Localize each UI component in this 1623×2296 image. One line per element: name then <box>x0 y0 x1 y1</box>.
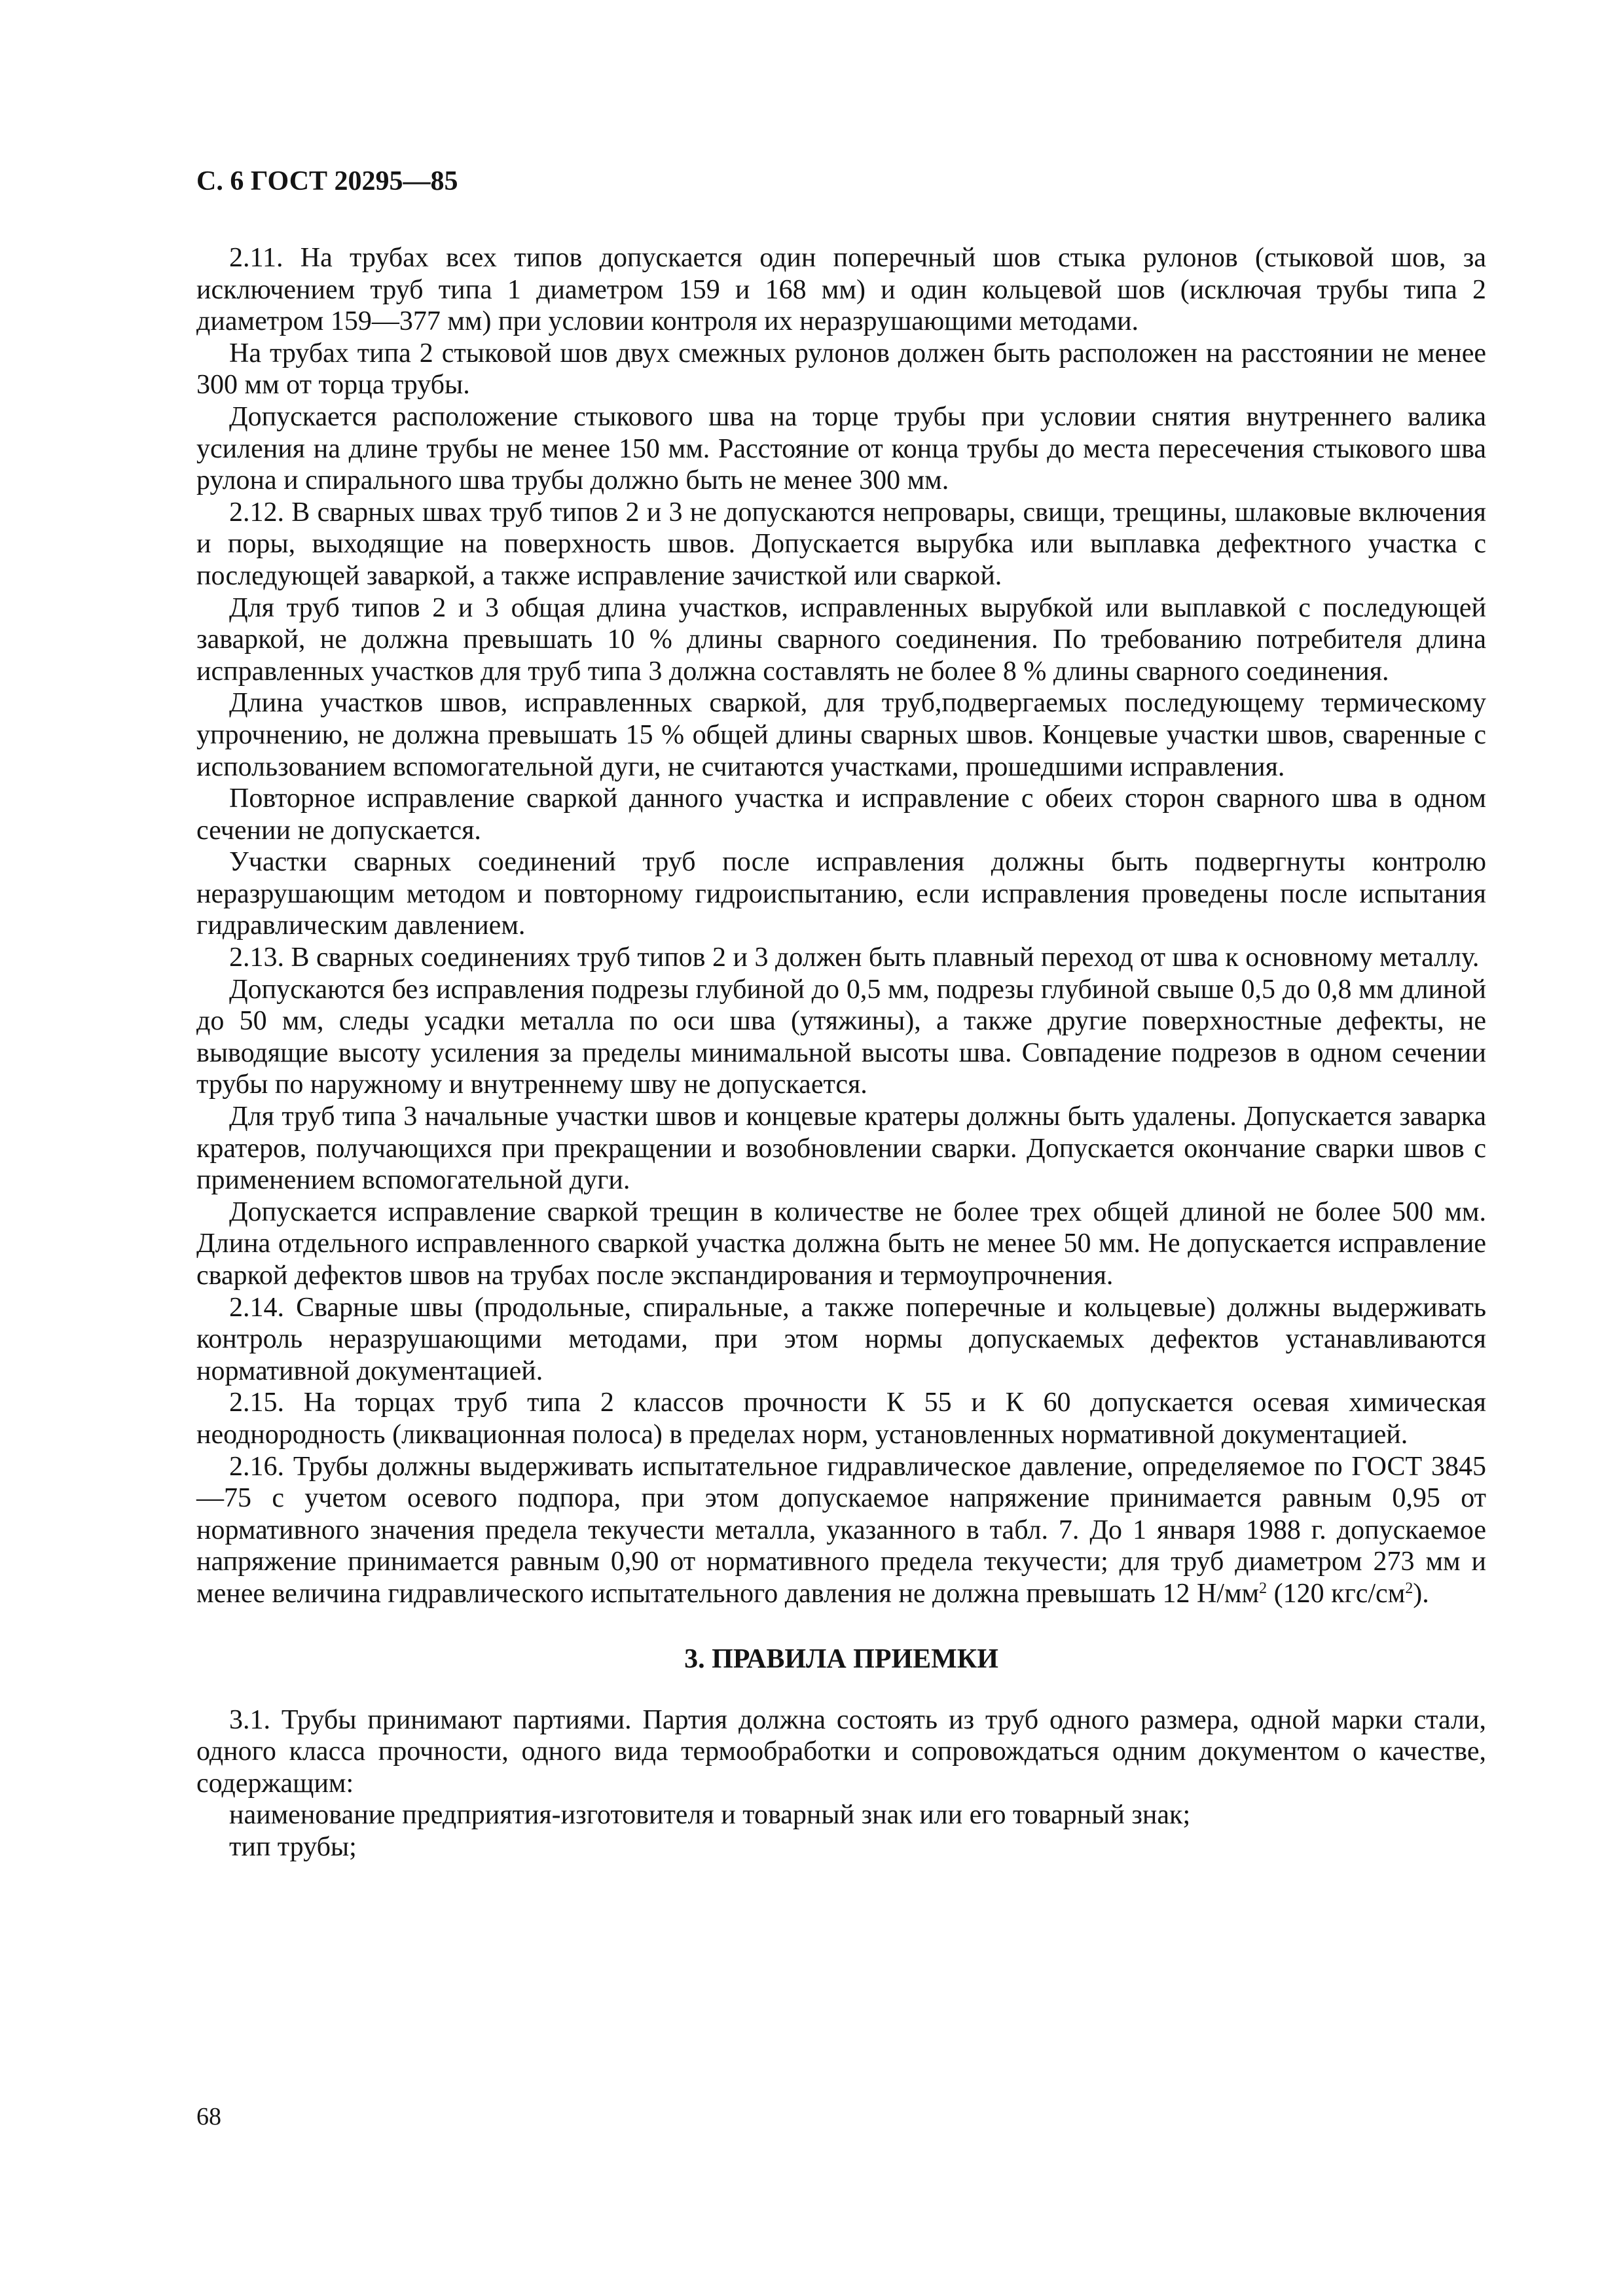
paragraph: Участки сварных соединений труб после исправления должны быть подвергнуты контролю неразрушающим методом и повторному гидроиспытанию, если исправления проведены после испытания гидравлическим давлением. <box>196 847 1486 941</box>
page-body <box>196 242 1486 1863</box>
paragraph: Для труб типа 3 начальные участки швов и концевые кратеры должны быть удалены. Допускается заварка кратеров, получающихся при прекращении и возобновлении сварки. Допускается окончание сварки швов с применением вспомогательной дуги. <box>196 1102 1486 1196</box>
paragraph: Допускается расположение стыкового шва на торце трубы при условии снятия внутреннего валика усиления на длине трубы не менее 150 мм. Расстояние от конца трубы до места пересечения стыкового шва рулона и спирального шва трубы должно быть не менее 300 мм. <box>196 401 1486 496</box>
paragraph: Повторное исправление сваркой данного участка и исправление с обеих сторон сварного шва в одном сечении не допускается. <box>196 783 1486 846</box>
paragraph-2-14: 2.14. Сварные швы (продольные, спиральные, а также поперечные и кольцевые) должны выдерживать контроль неразрушающими методами, при этом нормы допускаемых дефектов устанавливаются нормативной документацией. <box>196 1292 1486 1386</box>
list-item: тип трубы; <box>229 1831 357 1862</box>
list-item: наименование предприятия-изготовителя и товарный знак или его товарный знак; <box>229 1800 1191 1831</box>
paragraph-2-12: 2.12. В сварных швах труб типов 2 и 3 не допускаются непровары, свищи, трещины, шлаковые включения и поры, выходящие на поверхность швов. Допускается вырубка или выплавка дефектного участка с последующей заваркой, а также исправление зачисткой или сваркой. <box>196 497 1486 591</box>
superscript: 2 <box>1405 1579 1413 1597</box>
paragraph: На трубах типа 2 стыковой шов двух смежных рулонов должен быть расположен на расстоянии не менее 300 мм от торца трубы. <box>196 338 1486 401</box>
paragraph: Допускаются без исправления подрезы глубиной до 0,5 мм, подрезы глубиной свыше 0,5 до 0,8 мм длиной до 50 мм, следы усадки металла по оси шва (утяжины), а также другие поверхностные дефекты, не выводящие высоту усиления за пределы минимальной высоты шва. Совпадение подрезов в одном сечении трубы по наружному и внутреннему шву не допускается. <box>196 974 1486 1100</box>
paragraph: Длина участков швов, исправленных сваркой, для труб,подвергаемых последующему термическому упрочнению, не должна превышать 15 % общей длины сварных швов. Концевые участки швов, сваренные с использованием вспомогательной дуги, не считаются участками, прошедшими исправления. <box>196 688 1486 782</box>
paragraph-text: ). <box>1413 1578 1429 1609</box>
page-number: 68 <box>196 2103 221 2130</box>
paragraph-2-13: 2.13. В сварных соединениях труб типов 2 и 3 должен быть плавный переход от шва к основному металлу. <box>229 942 1480 973</box>
paragraph-3-1: 3.1. Трубы принимают партиями. Партия должна состоять из труб одного размера, одной марки стали, одного класса прочности, одного вида термообработки и сопровождаться одним документом о качестве, содержащим: <box>196 1704 1486 1799</box>
paragraph-text: (120 кгс/см <box>1267 1578 1406 1609</box>
paragraph-2-11: 2.11. На трубах всех типов допускается один поперечный шов стыка рулонов (стыковой шов, за исключением труб типа 1 диаметром 159 и 168 мм) и один кольцевой шов (исключая трубы типа 2 диаметром 159—377 мм) при условии контроля их неразрушающими методами. <box>196 243 1486 337</box>
superscript: 2 <box>1259 1579 1267 1597</box>
paragraph-2-16 <box>196 1451 1486 1610</box>
paragraph: Для труб типов 2 и 3 общая длина участков, исправленных вырубкой или выплавкой с последующей заваркой, не должна превышать 10 % длины сварного соединения. По требованию потребителя длина исправленных участков для труб типа 3 должна составлять не более 8 % длины сварного соединения. <box>196 592 1486 687</box>
running-header: С. 6 ГОСТ 20295—85 <box>196 166 458 196</box>
paragraph-2-15: 2.15. На торцах труб типа 2 классов прочности К 55 и К 60 допускается осевая химическая неоднородность (ликвационная полоса) в пределах норм, установленных нормативной документацией. <box>196 1388 1486 1450</box>
section-heading: 3. ПРАВИЛА ПРИЕМКИ <box>684 1643 998 1674</box>
paragraph-text: 2.16. Трубы должны выдерживать испытательное гидравлическое давление, определяемое по ГОСТ 3845—75 с учетом осевого подпора, при этом допускаемое напряжение принимается равным 0,95 от нормативного значения предела текучести металла, указанного в табл. 7. До 1 января 1988 г. допускаемое напряжение принимается равным 0,90 от нормативного предела текучести; для труб диаметром 273 мм и менее величина гидравлического испытательного давления не должна превышать 12 Н/мм <box>196 1451 1486 1609</box>
paragraph: Допускается исправление сваркой трещин в количестве не более трех общей длиной не более 500 мм. Длина отдельного исправленного сваркой участка должна быть не менее 50 мм. Не допускается исправление сваркой дефектов швов на трубах после экспандирования и термоупрочнения. <box>196 1196 1486 1291</box>
